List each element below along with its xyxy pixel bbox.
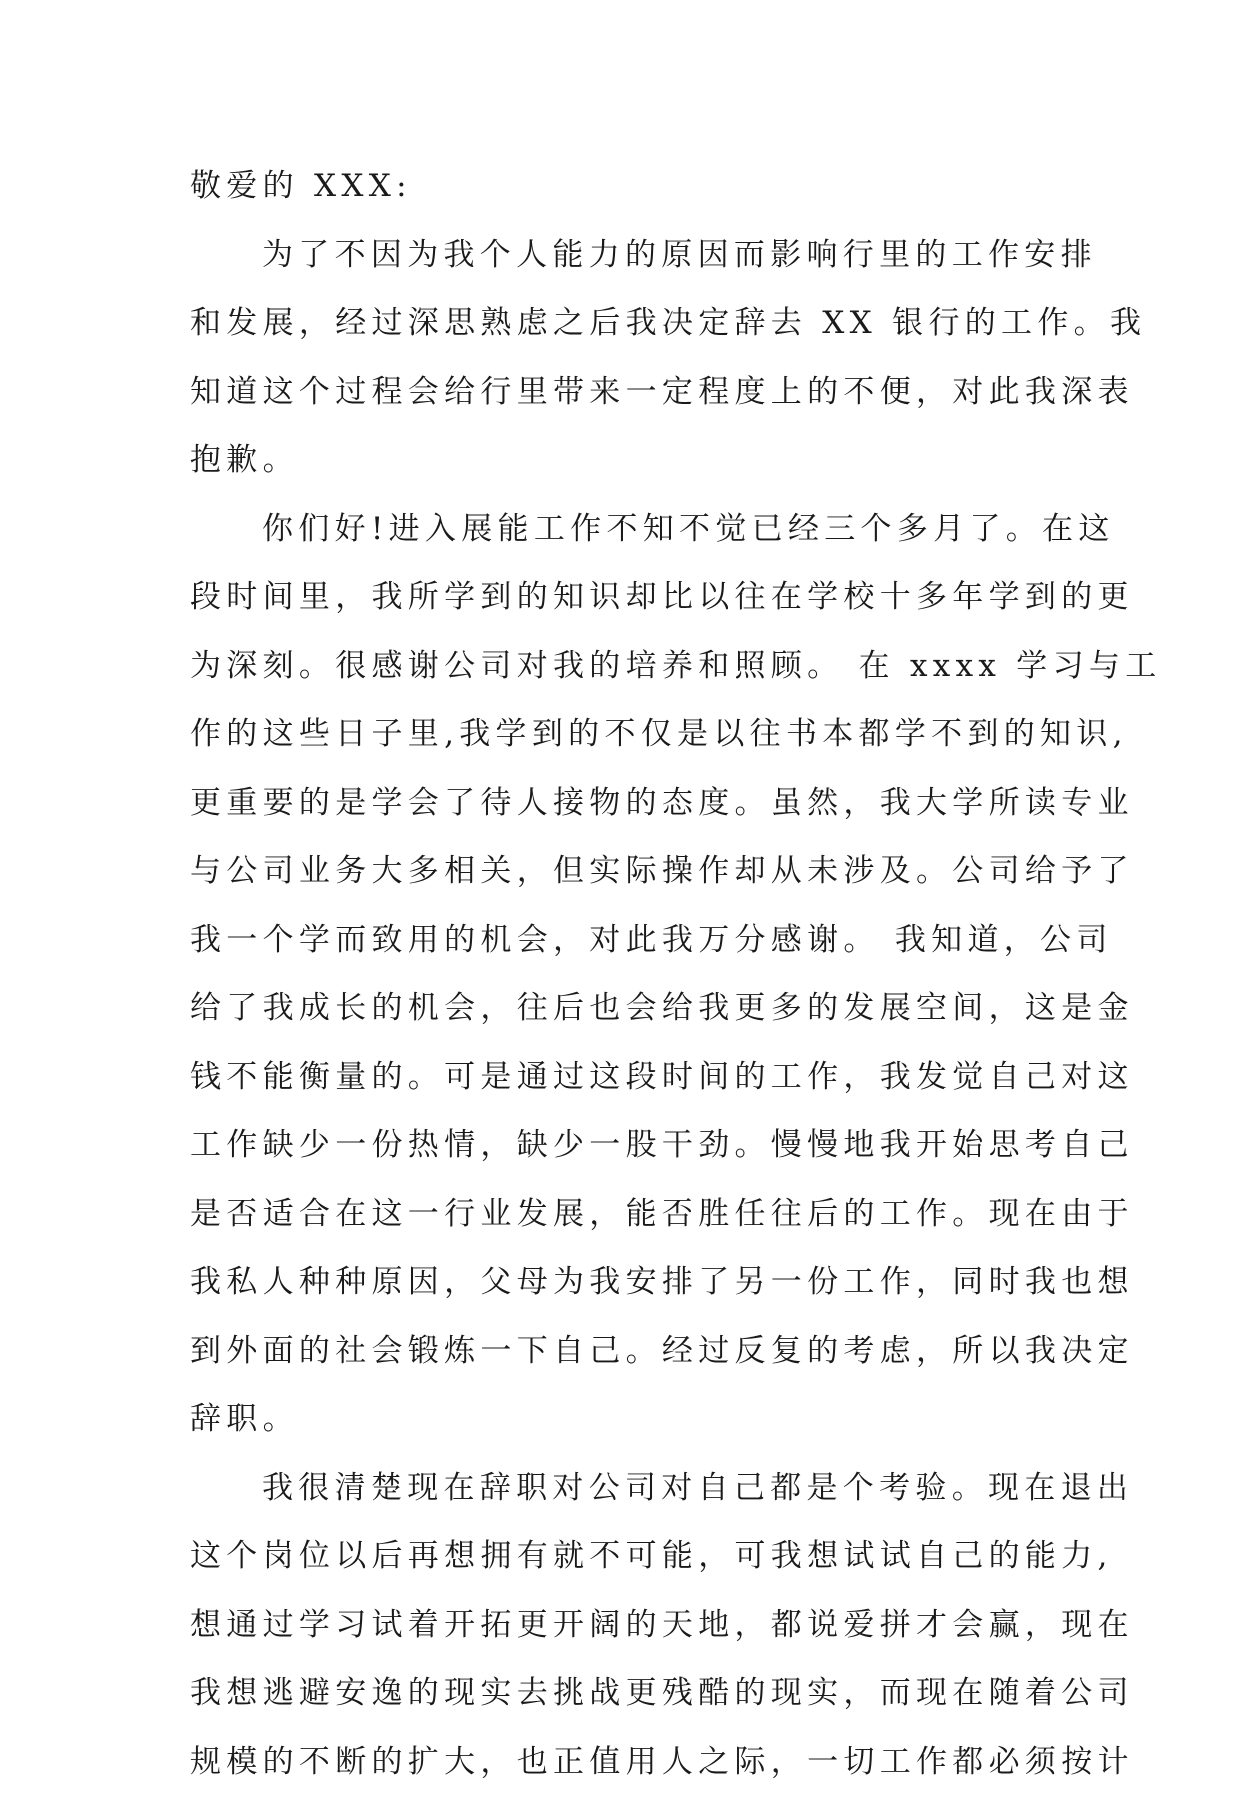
paragraph-2-line-2: 段时间里，我所学到的知识却比以往在学校十多年学到的更 [190,563,1050,632]
paragraph-2-line-1: 你们好!进入展能工作不知不觉已经三个多月了。在这 [190,495,1050,564]
paragraph-2-line-5: 更重要的是学会了待人接物的态度。虽然，我大学所读专业 [190,769,1050,838]
paragraph-1-line-1: 为了不因为我个人能力的原因而影响行里的工作安排 [190,221,1050,290]
paragraph-2-line-12: 我私人种种原因，父母为我安排了另一份工作，同时我也想 [190,1248,1050,1317]
paragraph-2-line-4: 作的这些日子里,我学到的不仅是以往书本都学不到的知识, [190,700,1050,769]
paragraph-3-line-5: 规模的不断的扩大，也正值用人之际，一切工作都必须按计 [190,1728,1050,1796]
paragraph-2-line-3: 为深刻。很感谢公司对我的培养和照顾。 在 xxxx 学习与工 [190,632,1050,701]
paragraph-2-line-13: 到外面的社会锻炼一下自己。经过反复的考虑，所以我决定 [190,1317,1050,1386]
paragraph-3-line-4: 我想逃避安逸的现实去挑战更残酷的现实，而现在随着公司 [190,1659,1050,1728]
paragraph-2-line-14: 辞职。 [190,1385,1050,1454]
paragraph-2-line-9: 钱不能衡量的。可是通过这段时间的工作，我发觉自己对这 [190,1043,1050,1112]
paragraph-1-line-4: 抱歉。 [190,426,1050,495]
paragraph-2-line-11: 是否适合在这一行业发展，能否胜任往后的工作。现在由于 [190,1180,1050,1249]
paragraph-2-line-10: 工作缺少一份热情，缺少一股干劲。慢慢地我开始思考自己 [190,1111,1050,1180]
salutation: 敬爱的 XXX: [190,152,1050,221]
paragraph-3-line-2: 这个岗位以后再想拥有就不可能，可我想试试自己的能力, [190,1522,1050,1591]
letter-body [190,152,1050,1796]
paragraph-1-line-3: 知道这个过程会给行里带来一定程度上的不便，对此我深表 [190,358,1050,427]
paragraph-3-line-1: 我很清楚现在辞职对公司对自己都是个考验。现在退出 [190,1454,1050,1523]
paragraph-2-line-8: 给了我成长的机会，往后也会给我更多的发展空间，这是金 [190,974,1050,1043]
paragraph-1-line-2: 和发展，经过深思熟虑之后我决定辞去 XX 银行的工作。我 [190,289,1050,358]
paragraph-2-line-6: 与公司业务大多相关，但实际操作却从未涉及。公司给予了 [190,837,1050,906]
paragraph-2-line-7: 我一个学而致用的机会，对此我万分感谢。 我知道，公司 [190,906,1050,975]
paragraph-3-line-3: 想通过学习试着开拓更开阔的天地，都说爱拼才会赢，现在 [190,1591,1050,1660]
